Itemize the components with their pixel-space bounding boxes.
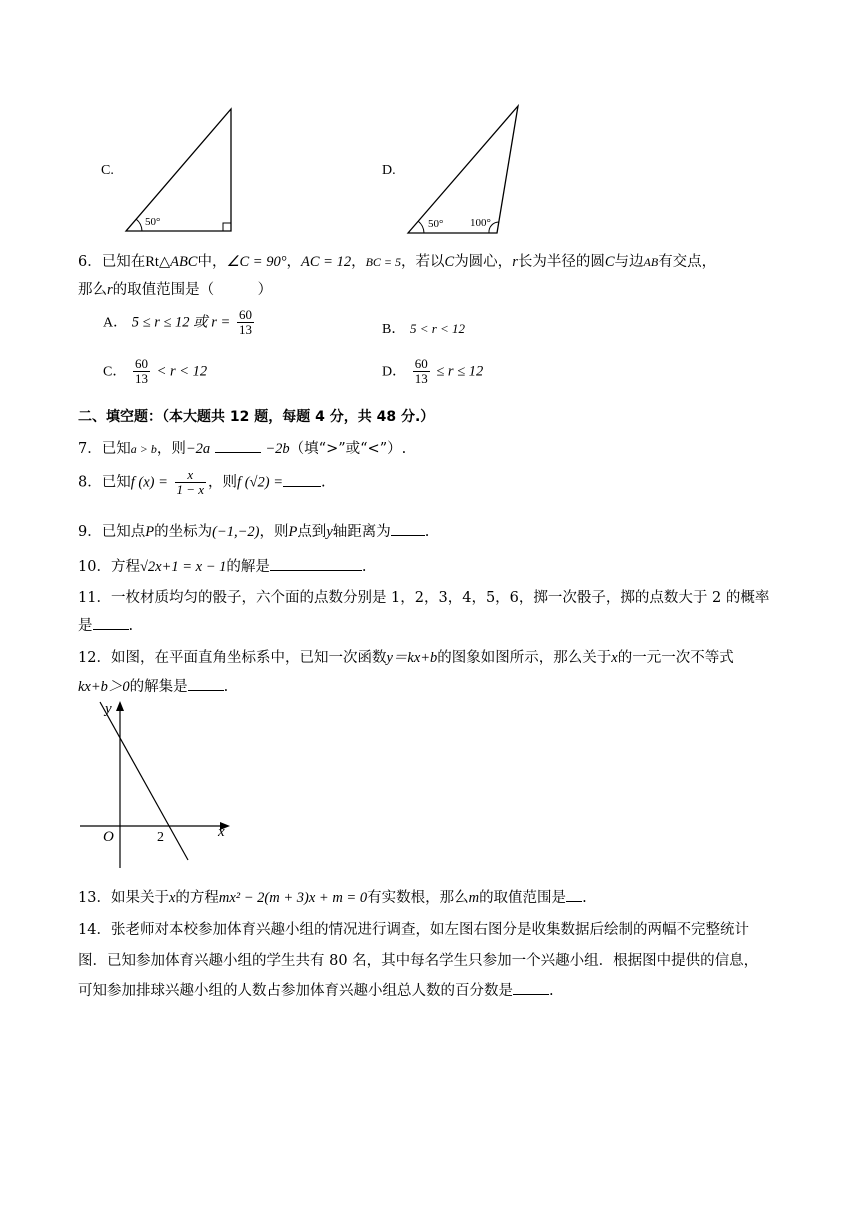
q6-option-b[interactable]: B． 5 < r < 12 bbox=[382, 321, 466, 337]
q9-answer-blank[interactable] bbox=[391, 521, 425, 536]
triangle-c-figure bbox=[120, 100, 245, 235]
triangle-d-angle2-label: 100° bbox=[470, 217, 491, 229]
triangle-c-angle-label: 50° bbox=[145, 216, 161, 228]
q10: 10．方程√2x+1 = x − 1的解是 . bbox=[78, 555, 367, 576]
q7: 7．已知a > b，则−2a −2b（填“>”或“<”）. bbox=[78, 437, 406, 458]
q14-line3: 可知参加排球兴趣小组的人数占参加体育兴趣小组总人数的百分数是 . bbox=[78, 979, 554, 1000]
q11-line2: 是 . bbox=[78, 614, 133, 635]
q5-option-d-label: D. bbox=[382, 163, 396, 178]
q6-option-d[interactable]: D． $\frac{60}{13}$ ≤ r ≤ 12 bbox=[382, 356, 484, 386]
q12-line2: kx+b＞0的解集是 . bbox=[78, 675, 228, 696]
q6-option-a[interactable]: A． 5 ≤ r ≤ 12 或 r = $\frac{60}{13}$ bbox=[103, 307, 252, 337]
q8-answer-blank[interactable] bbox=[283, 472, 321, 487]
q14-line2: 图．已知参加体育兴趣小组的学生共有 80 名，其中每名学生只参加一个兴趣小组．根据图中提供的信息， bbox=[78, 953, 759, 969]
triangle-d-figure bbox=[400, 100, 530, 235]
q6-line1: 6．已知在Rt△ABC中，∠C = 90°，AC = 12，BC = 5，若以C为圆心，r长为半径的圆C与边AB有交点， bbox=[78, 254, 717, 270]
q12-graph bbox=[75, 698, 240, 873]
q14-line1: 14．张老师对本校参加体育兴趣小组的情况进行调查，如左图右图分是收集数据后绘制的两幅不完整统计 bbox=[78, 922, 749, 938]
q6-option-c[interactable]: C． $\frac{60}{13}$ < r < 12 bbox=[103, 356, 208, 386]
q12-intercept-label: 2 bbox=[157, 830, 164, 845]
q14-answer-blank[interactable] bbox=[513, 980, 549, 995]
q12-answer-blank[interactable] bbox=[188, 676, 224, 691]
q12-axis-x-label: x bbox=[218, 824, 225, 840]
q13: 13．如果关于x的方程mx² − 2(m + 3)x + m = 0有实数根，那么m的取值范围是 . bbox=[78, 886, 587, 907]
q11-answer-blank[interactable] bbox=[93, 615, 129, 630]
q12-axis-y-label: y bbox=[105, 701, 112, 717]
q10-answer-blank[interactable] bbox=[270, 556, 362, 571]
q11-line1: 11．一枚材质均匀的骰子，六个面的点数分别是 1，2，3，4，5，6，掷一次骰子，掷的点数大于 2 的概率 bbox=[78, 590, 770, 606]
q6-line2: 那么r的取值范围是（ ） bbox=[78, 282, 273, 298]
triangle-d-angle1-label: 50° bbox=[428, 218, 444, 230]
q12-line1: 12．如图，在平面直角坐标系中，已知一次函数y＝kx+b的图象如图所示，那么关于x的一元一次不等式 bbox=[78, 650, 734, 666]
q7-answer-blank[interactable] bbox=[215, 438, 261, 453]
q12-origin-label: O bbox=[103, 829, 114, 845]
q13-answer-blank[interactable] bbox=[566, 887, 582, 902]
q5-option-c-label: C. bbox=[101, 163, 114, 178]
section-2-heading: 二、填空题：（本大题共 12 题，每题 4 分，共 48 分.） bbox=[78, 409, 435, 425]
q9: 9．已知点P的坐标为(−1,−2)，则P点到y轴距离为 . bbox=[78, 520, 429, 541]
q8: 8．已知f (x) = $\frac{x}{1 - x}$ ，则f (√2) = . bbox=[78, 467, 326, 497]
